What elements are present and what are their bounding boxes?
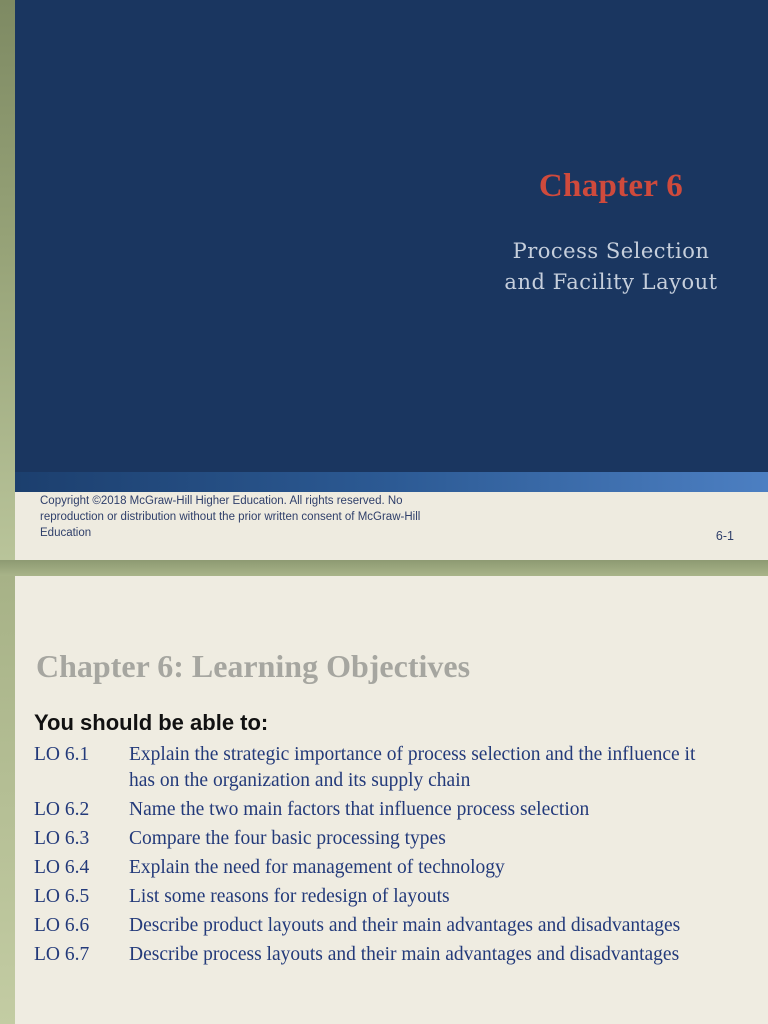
objective-text: Describe process layouts and their main advantages and disadvantages — [129, 944, 680, 965]
slide-separator — [0, 560, 768, 576]
objective-item — [34, 855, 754, 881]
copyright-line: Copyright ©2018 McGraw-Hill Higher Education. All rights reserved. No — [40, 495, 403, 507]
objective-item — [34, 942, 754, 968]
learning-objectives-list — [34, 742, 754, 971]
subtitle-line: Process Selection — [512, 239, 710, 263]
copyright-line: reproduction or distribution without the prior written consent of McGraw-Hill — [40, 511, 421, 523]
objective-code: LO 6.7 — [34, 944, 90, 965]
copyright-notice — [40, 493, 490, 541]
chapter-title: Chapter 6 — [538, 168, 684, 204]
objective-text: Explain the need for management of technology — [129, 857, 505, 878]
title-bottom-band — [15, 472, 768, 492]
subtitle-line: and Facility Layout — [504, 270, 718, 294]
objective-code: LO 6.3 — [34, 828, 90, 849]
objective-item — [34, 913, 754, 939]
slide-number: 6-1 — [715, 529, 734, 543]
objective-item — [34, 884, 754, 910]
objective-item — [34, 797, 754, 823]
objective-code: LO 6.5 — [34, 886, 90, 907]
chapter-subtitle — [470, 236, 752, 298]
objective-item — [34, 742, 754, 794]
objective-text: Name the two main factors that influence process selection — [129, 799, 590, 820]
slide-left-accent-strip — [0, 576, 15, 1024]
objective-code: LO 6.1 — [34, 744, 90, 765]
learning-objectives-slide — [0, 576, 768, 1024]
objective-code: LO 6.2 — [34, 799, 90, 820]
objective-text: Compare the four basic processing types — [129, 828, 446, 849]
objective-item — [34, 826, 754, 852]
objective-code: LO 6.4 — [34, 857, 90, 878]
objective-text: Describe product layouts and their main advantages and disadvantages — [129, 915, 681, 936]
objective-code: LO 6.6 — [34, 915, 90, 936]
slide-left-accent-strip — [0, 0, 15, 560]
learning-objectives-lead: You should be able to: — [34, 710, 269, 735]
objective-text: Explain the strategic importance of process selection and the influence it has on the organization and its supply chain — [129, 744, 696, 791]
copyright-line: Education — [40, 527, 92, 539]
objective-text: List some reasons for redesign of layouts — [129, 886, 450, 907]
learning-objectives-title: Chapter 6: Learning Objectives — [36, 648, 471, 684]
